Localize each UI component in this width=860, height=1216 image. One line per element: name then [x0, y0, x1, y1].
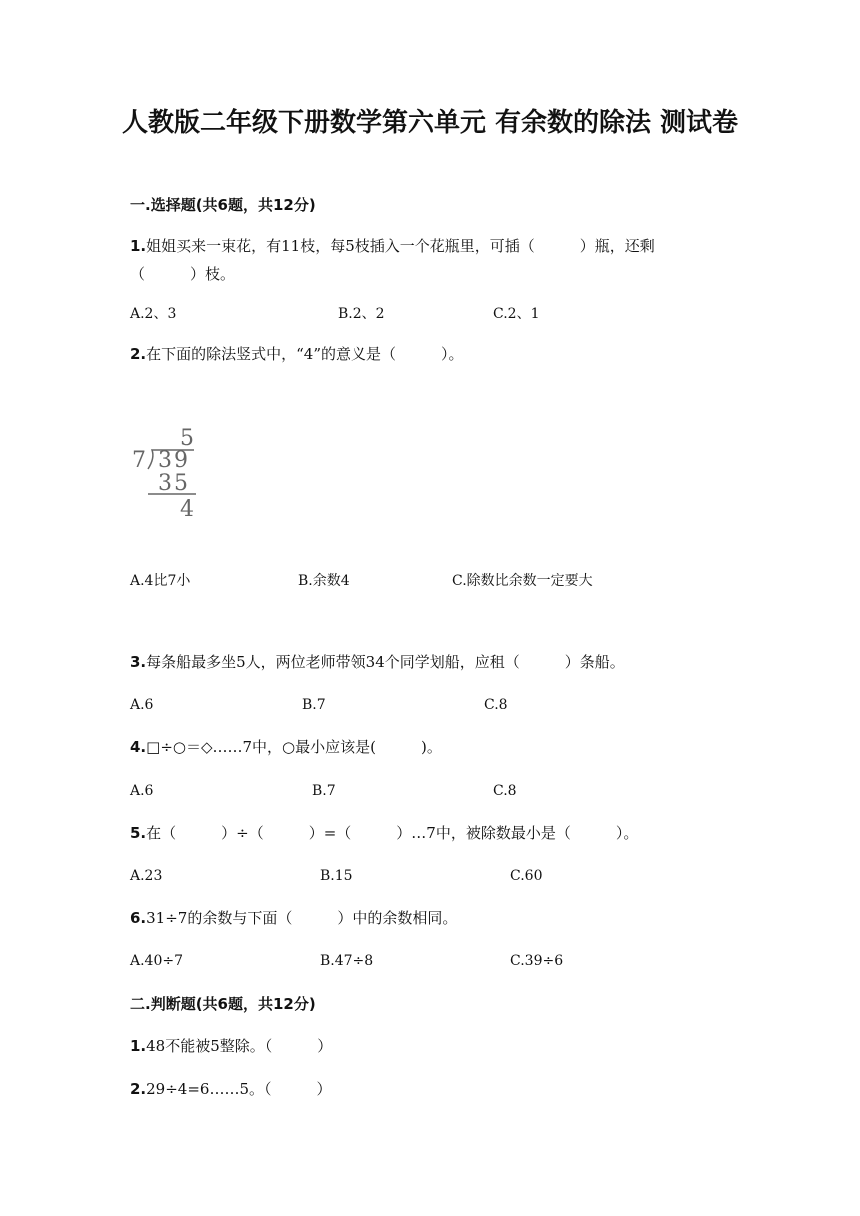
option-c[interactable]: C.39÷6 — [510, 953, 564, 969]
question-number: 6. — [130, 909, 147, 927]
dividend-digits: 39 — [158, 448, 190, 473]
judge-question-2 — [130, 1075, 722, 1103]
option-b[interactable]: B.15 — [320, 868, 353, 884]
option-a[interactable]: A.40÷7 — [130, 953, 184, 969]
option-c[interactable]: C.8 — [493, 783, 517, 799]
question-number: 5. — [130, 824, 147, 842]
option-b[interactable]: B.47÷8 — [320, 953, 374, 969]
judge-question-1 — [130, 1032, 722, 1060]
option-a[interactable]: A.23 — [130, 868, 163, 884]
question-text: 29÷4=6……5。（ ） — [146, 1080, 332, 1098]
option-b[interactable]: B.2、2 — [338, 306, 385, 322]
question-text: 姐姐买来一束花，有11枝，每5枝插入一个花瓶里，可插（ ）瓶，还剩（ ）枝。 — [130, 237, 655, 283]
option-a[interactable]: A.6 — [130, 697, 154, 713]
question-4 — [130, 733, 722, 761]
option-c[interactable]: C.8 — [484, 697, 508, 713]
question-number: 1. — [130, 237, 147, 255]
option-b[interactable]: B.余数4 — [298, 573, 350, 589]
option-b[interactable]: B.7 — [312, 783, 336, 799]
question-number: 2. — [130, 345, 147, 363]
question-1 — [130, 232, 722, 288]
remainder-digit: 4 — [180, 497, 194, 522]
quotient-digit: 5 — [180, 426, 194, 451]
long-division-figure — [128, 420, 218, 530]
question-number: 4. — [130, 738, 147, 756]
product-digits: 35 — [158, 471, 190, 496]
question-text: 48不能被5整除。（ ） — [146, 1037, 333, 1055]
question-5 — [130, 819, 722, 847]
question-number: 3. — [130, 653, 147, 671]
option-c[interactable]: C.除数比余数一定要大 — [452, 573, 593, 589]
divisor-digit: 7 — [132, 448, 146, 473]
question-text: 在下面的除法竖式中，“4”的意义是（ ）。 — [146, 345, 464, 363]
question-number: 1. — [130, 1037, 147, 1055]
question-number: 2. — [130, 1080, 147, 1098]
question-text: 31÷7的余数与下面（ ）中的余数相同。 — [146, 909, 458, 927]
section-heading-choice: 一.选择题(共6题，共12分) — [130, 196, 316, 214]
option-a[interactable]: A.6 — [130, 783, 154, 799]
option-b[interactable]: B.7 — [302, 697, 326, 713]
section-heading-judge: 二.判断题(共6题，共12分) — [130, 995, 316, 1013]
option-c[interactable]: C.2、1 — [493, 306, 540, 322]
question-3 — [130, 648, 722, 676]
option-a[interactable]: A.2、3 — [130, 306, 177, 322]
question-2 — [130, 340, 722, 368]
option-c[interactable]: C.60 — [510, 868, 543, 884]
page-title: 人教版二年级下册数学第六单元 有余数的除法 测试卷 — [121, 108, 739, 138]
question-text: 在（ ）÷（ ）=（ ）…7中，被除数最小是（ ）。 — [146, 824, 639, 842]
option-a[interactable]: A.4比7小 — [130, 573, 191, 589]
question-text: 每条船最多坐5人，两位老师带领34个同学划船，应租（ ）条船。 — [146, 653, 625, 671]
question-6 — [130, 904, 722, 932]
question-text: □÷○＝◇……7中，○最小应该是( )。 — [146, 738, 442, 756]
